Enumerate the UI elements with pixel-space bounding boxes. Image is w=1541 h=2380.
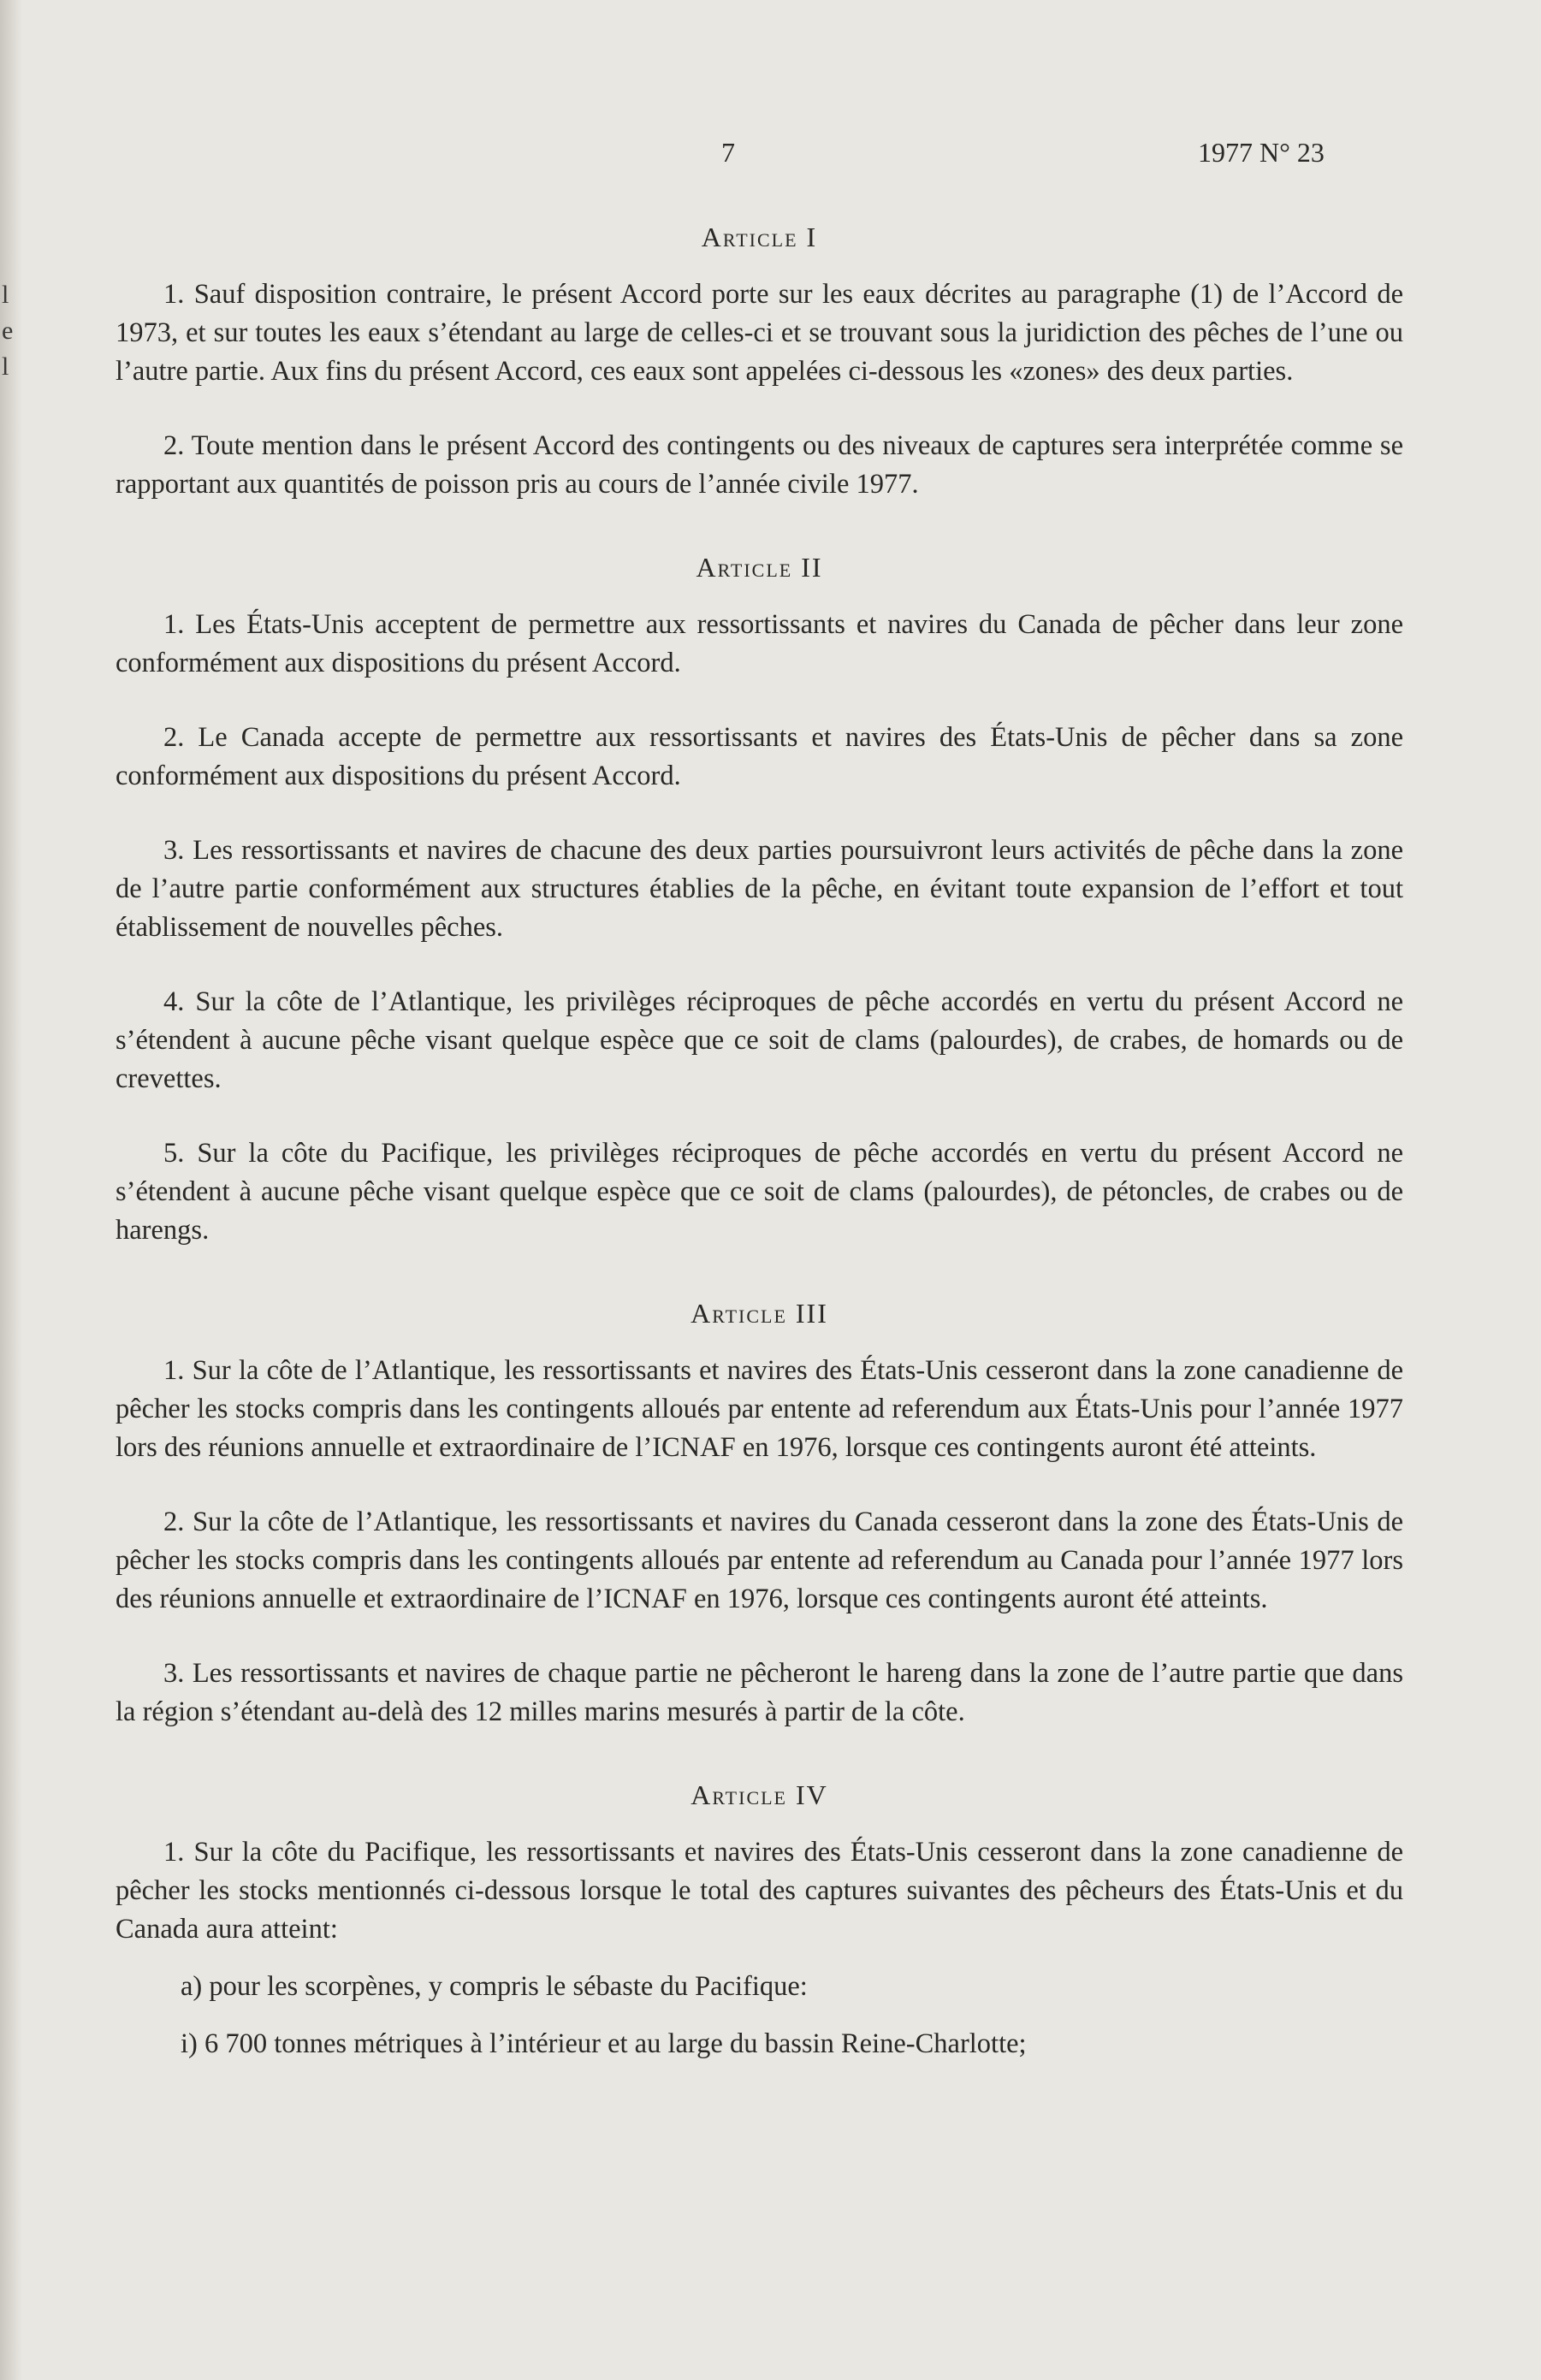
article-heading: Article III bbox=[690, 1298, 828, 1329]
article-heading: Article II bbox=[696, 552, 823, 583]
margin-mark: l bbox=[2, 352, 9, 381]
paragraph: 3. Les ressortissants et navires de chacune des deux parties poursuivront leurs activités de pêche dans la zone de l’autre partie conformément aux structures établies de la pêche, en évitant toute expansion de l’effort et tout établissement de nouvelles pêches. bbox=[116, 835, 1403, 943]
paragraph: 2. Le Canada accepte de permettre aux ressortissants et navires des États-Unis de pêcher dans sa zone conformément aux dispositions du présent Accord. bbox=[116, 722, 1403, 791]
article-section bbox=[116, 1776, 1403, 2063]
article-section bbox=[116, 1294, 1403, 1732]
sub-sub-item: i) 6 700 tonnes métriques à l’intérieur et au large du bassin Reine-Charlotte; bbox=[181, 2028, 1027, 2059]
paragraph: 1. Sauf disposition contraire, le présent Accord porte sur les eaux décrites au paragraphe (1) de l’Accord de 1973, et sur toutes les eaux s’étendant au large de celles-ci et se trouvant sous la juridiction des pêches de l’une ou l’autre partie. Aux fins du présent Accord, ces eaux sont appelées ci-dessous les «zones» des deux parties. bbox=[116, 279, 1403, 387]
paragraph: 4. Sur la côte de l’Atlantique, les privilèges réciproques de pêche accordés en vertu du présent Accord ne s’étendent à aucune pêche visant quelque espèce que ce soit de clams (palourdes), de crabes, de homards ou de crevettes. bbox=[116, 986, 1403, 1094]
page-number: 7 bbox=[721, 137, 735, 168]
margin-marks bbox=[2, 282, 13, 380]
issue-reference: 1977 N° 23 bbox=[1198, 137, 1325, 168]
sub-item: a) pour les scorpènes, y compris le sébaste du Pacifique: bbox=[181, 1971, 808, 2002]
paragraph: 1. Sur la côte du Pacifique, les ressortissants et navires des États-Unis cesseront dans la zone canadienne de pêcher les stocks mentionnés ci-dessous lorsque le total des captures suivantes des pêcheurs des États-Unis et du Canada aura atteint: bbox=[116, 1837, 1403, 1945]
article-section bbox=[116, 548, 1403, 1250]
paragraph: 1. Les États-Unis acceptent de permettre aux ressortissants et navires du Canada de pêcher dans leur zone conformément aux dispositions du présent Accord. bbox=[116, 609, 1403, 678]
article-section bbox=[116, 218, 1403, 504]
page-header bbox=[0, 137, 1541, 180]
margin-mark: l bbox=[2, 281, 9, 309]
paragraph: 1. Sur la côte de l’Atlantique, les ressortissants et navires des États-Unis cesseront dans la zone canadienne de pêcher les stocks compris dans les contingents alloués par entente ad referendum aux États-Unis pour l’année 1977 lors des réunions annuelle et extraordinaire de l’ICNAF en 1976, lorsque ces contingents auront été atteints. bbox=[116, 1355, 1403, 1463]
paragraph: 3. Les ressortissants et navires de chaque partie ne pêcheront le hareng dans la zone de l’autre partie que dans la région s’étendant au-delà des 12 milles marins mesurés à partir de la côte. bbox=[116, 1658, 1403, 1727]
paragraph: 2. Toute mention dans le présent Accord des contingents ou des niveaux de captures sera interprétée comme se rapportant aux quantités de poisson pris au cours de l’année civile 1977. bbox=[116, 430, 1403, 500]
paragraph: 5. Sur la côte du Pacifique, les privilèges réciproques de pêche accordés en vertu du présent Accord ne s’étendent à aucune pêche visant quelque espèce que ce soit de clams (palourdes), de pétoncles, de crabes ou de harengs. bbox=[116, 1138, 1403, 1246]
article-heading: Article IV bbox=[690, 1779, 828, 1810]
paragraph: 2. Sur la côte de l’Atlantique, les ressortissants et navires du Canada cesseront dans la zone des États-Unis de pêcher les stocks compris dans les contingents alloués par entente ad referendum au Canada pour l’année 1977 lors des réunions annuelle et extraordinaire de l’ICNAF en 1976, lorsque ces contingents auront été atteints. bbox=[116, 1507, 1403, 1614]
article-heading: Article I bbox=[701, 222, 818, 252]
document-body bbox=[116, 218, 1403, 2063]
margin-mark: e bbox=[2, 317, 14, 345]
